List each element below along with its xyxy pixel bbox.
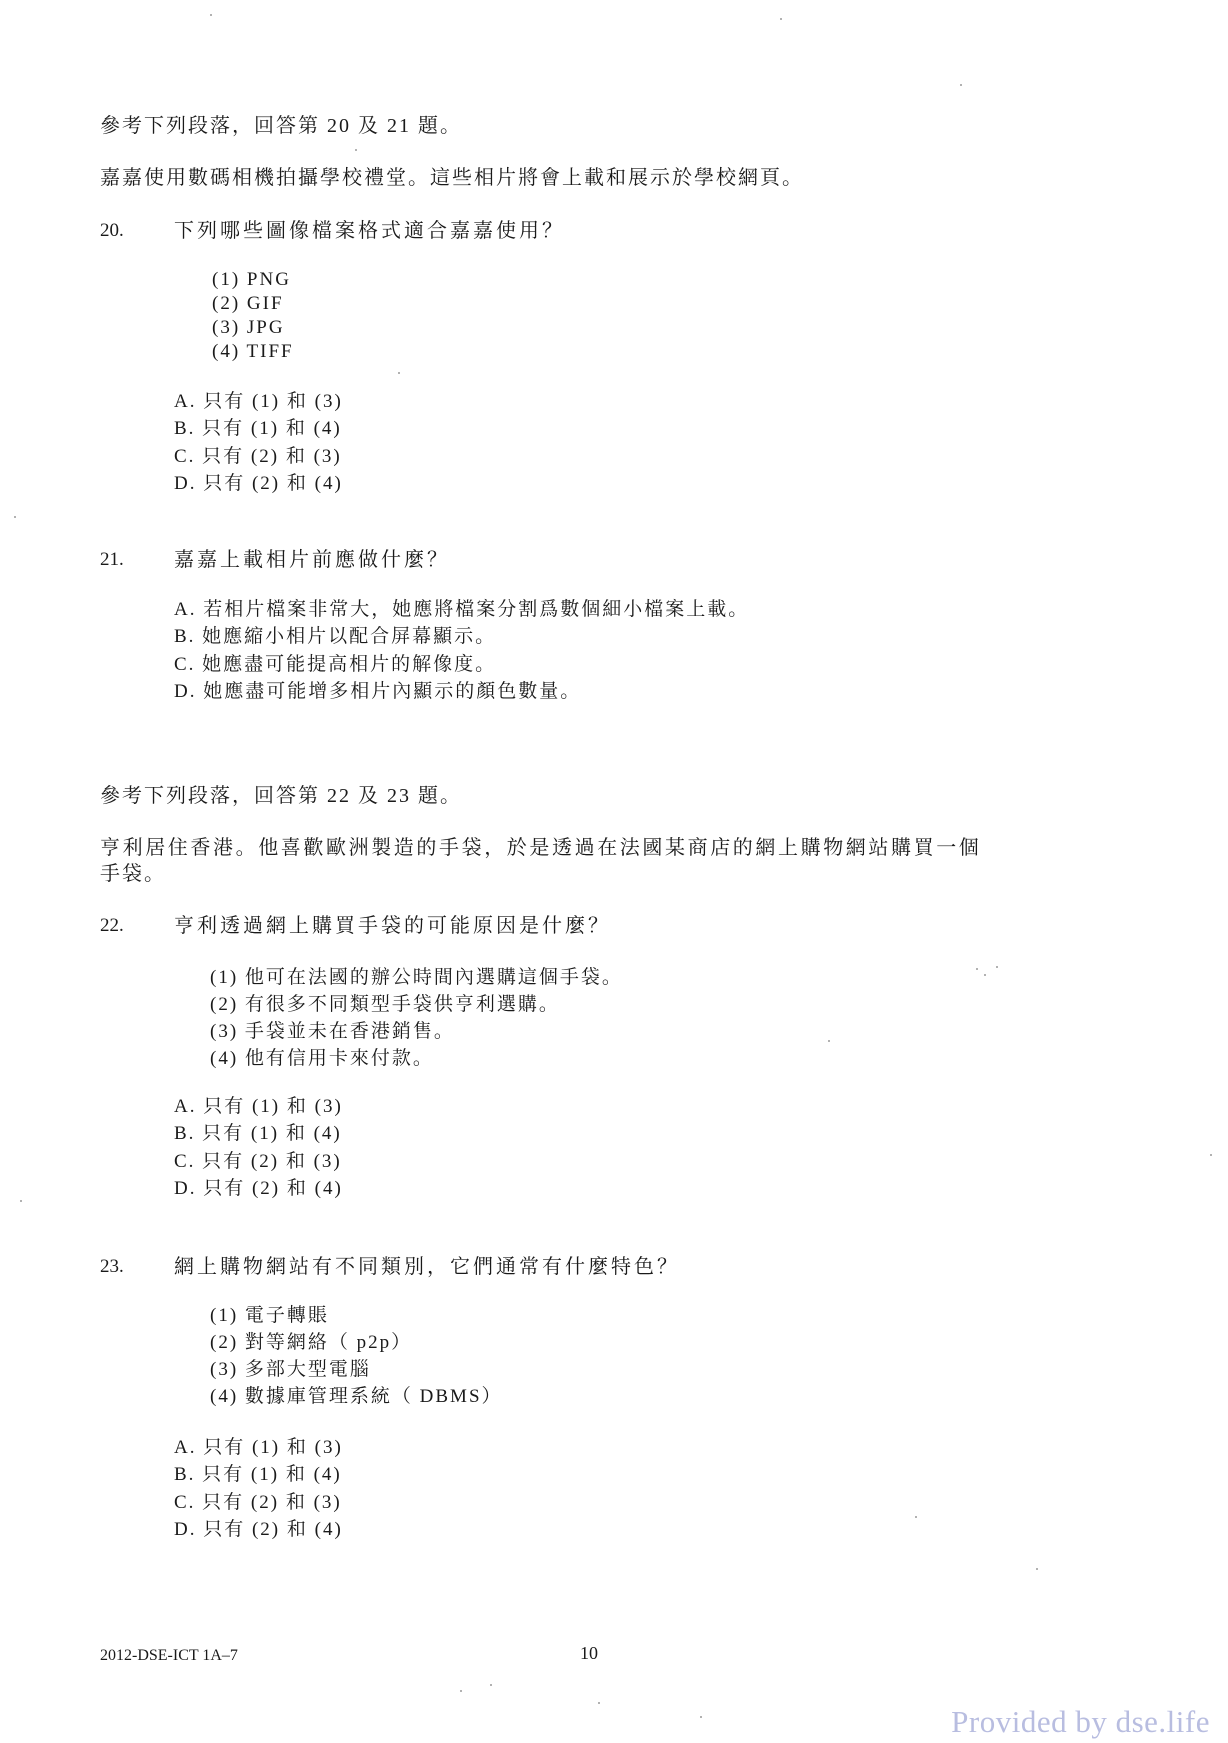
question-number-22: 22. [100, 915, 124, 936]
option-b: B. 只有 (1) 和 (4) [174, 1123, 342, 1145]
q23-options [174, 1434, 343, 1543]
question-text-23: 網上購物網站有不同類別，它們通常有什麼特色？ [174, 1256, 680, 1278]
list-item: (1) PNG [212, 269, 291, 290]
option-c: C. 她應盡可能提高相片的解像度。 [174, 653, 497, 675]
option-a: A. 若相片檔案非常大，她應將檔案分割爲數個細小檔案上載。 [174, 599, 750, 620]
scan-speck [915, 1516, 917, 1518]
scan-speck [700, 1716, 702, 1718]
question-number-21: 21. [100, 549, 124, 570]
option-a: A. 只有 (1) 和 (3) [174, 391, 343, 412]
section-intro-20-21: 參考下列段落，回答第 20 及 21 題。 [100, 115, 462, 137]
list-item: (1) 電子轉賬 [210, 1305, 329, 1326]
option-a: A. 只有 (1) 和 (3) [174, 1096, 343, 1117]
question-number-23: 23. [100, 1256, 124, 1277]
q20-options [174, 388, 343, 497]
passage-22-23-line-2: 手袋。 [100, 863, 166, 885]
list-item: (3) 多部大型電腦 [210, 1359, 371, 1380]
option-c: C. 只有 (2) 和 (3) [174, 445, 342, 467]
scan-speck [398, 372, 400, 374]
section-intro-22-23: 參考下列段落，回答第 22 及 23 題。 [100, 785, 462, 807]
scan-speck [14, 516, 16, 518]
list-item: (3) 手袋並未在香港銷售。 [210, 1021, 455, 1042]
option-c: C. 只有 (2) 和 (3) [174, 1150, 342, 1172]
scan-speck [996, 966, 998, 968]
option-a: A. 只有 (1) 和 (3) [174, 1437, 343, 1458]
list-item: (4) 數據庫管理系統（ DBMS） [210, 1386, 503, 1407]
question-text-21: 嘉嘉上載相片前應做什麼？ [174, 549, 450, 571]
option-c: C. 只有 (2) 和 (3) [174, 1491, 342, 1513]
scan-speck [490, 1684, 492, 1686]
q22-options [174, 1093, 343, 1202]
q20-items [212, 266, 294, 365]
question-text-22: 亨利透過網上購買手袋的可能原因是什麼？ [174, 915, 611, 937]
scan-speck [976, 968, 978, 970]
paper-code: 2012-DSE-ICT 1A–7 [100, 1647, 238, 1664]
q22-items [210, 964, 623, 1072]
list-item: (2) GIF [212, 293, 284, 314]
scan-speck [960, 84, 962, 86]
scan-speck [210, 14, 212, 16]
scan-speck [460, 1690, 462, 1692]
scan-speck [780, 18, 782, 20]
option-d: D. 只有 (2) 和 (4) [174, 1518, 343, 1540]
q21-options [174, 596, 749, 705]
passage-20-21: 嘉嘉使用數碼相機拍攝學校禮堂。這些相片將會上載和展示於學校網頁。 [100, 167, 804, 189]
scan-speck [828, 1040, 830, 1042]
scan-speck [1210, 1154, 1212, 1156]
list-item: (2) 有很多不同類型手袋供亨利選購。 [210, 994, 560, 1015]
option-b: B. 只有 (1) 和 (4) [174, 418, 342, 440]
option-b: B. 她應縮小相片以配合屏幕顯示。 [174, 626, 497, 648]
option-d: D. 只有 (2) 和 (4) [174, 472, 343, 494]
list-item: (4) 他有信用卡來付款。 [210, 1048, 434, 1069]
passage-22-23-line-1: 亨利居住香港。他喜歡歐洲製造的手袋，於是透過在法國某商店的網上購物網站購買一個 [100, 837, 982, 859]
option-b: B. 只有 (1) 和 (4) [174, 1464, 342, 1486]
scan-speck [598, 1702, 600, 1704]
scan-speck [984, 974, 986, 976]
q23-items [210, 1302, 503, 1410]
question-text-20: 下列哪些圖像檔案格式適合嘉嘉使用？ [174, 220, 565, 242]
scan-speck [20, 1200, 22, 1202]
option-d: D. 只有 (2) 和 (4) [174, 1177, 343, 1199]
list-item: (2) 對等網絡（ p2p） [210, 1332, 413, 1353]
option-d: D. 她應盡可能增多相片內顯示的顏色數量。 [174, 680, 582, 702]
scan-speck [1036, 1568, 1038, 1570]
list-item: (4) TIFF [212, 341, 294, 362]
watermark: Provided by dse.life [951, 1704, 1210, 1739]
question-number-20: 20. [100, 220, 124, 241]
scan-speck [355, 149, 357, 151]
list-item: (3) JPG [212, 317, 285, 338]
page-number: 10 [580, 1643, 598, 1663]
list-item: (1) 他可在法國的辦公時間內選購這個手袋。 [210, 967, 623, 988]
